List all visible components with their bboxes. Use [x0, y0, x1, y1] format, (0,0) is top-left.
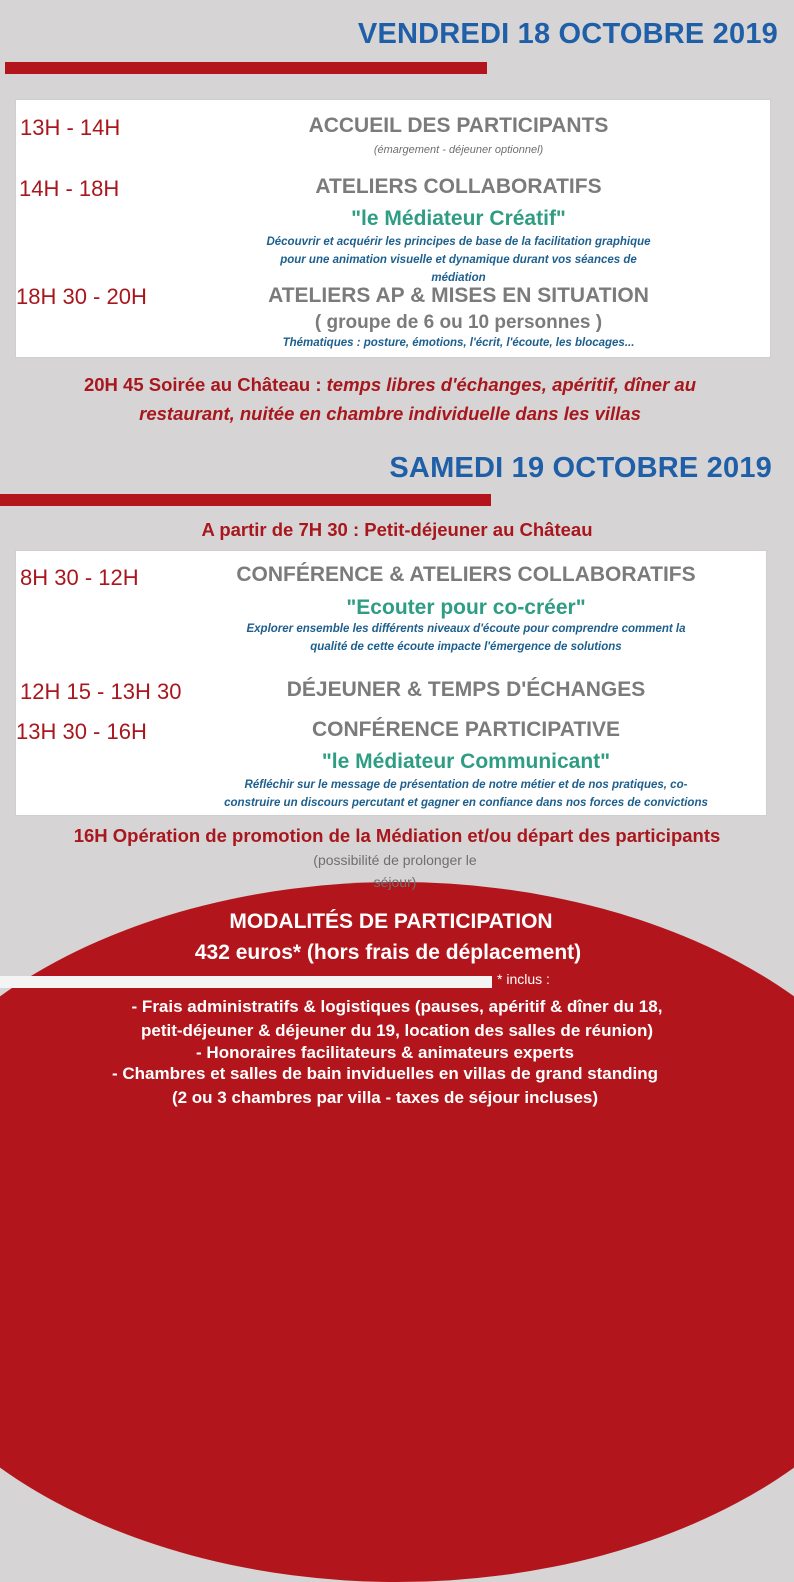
row-activity: ATELIERS AP & MISES EN SITUATION: [268, 284, 649, 307]
friday-schedule-card: [15, 99, 771, 358]
row-time: 13H 30 - 16H: [16, 719, 147, 744]
row-description: Réfléchir sur le message de présentation de notre métier et de nos pratiques, co- construire un discours percutant et gagner en confiance dans nos forces de convictions: [224, 779, 708, 809]
row-description: Thématiques : posture, émotions, l'écrit, l'écoute, les blocages...: [282, 337, 635, 349]
saturday-schedule-card: [15, 550, 767, 816]
list-item: - Honoraires facilitateurs & animateurs experts: [196, 1043, 574, 1062]
list-item: - Chambres et salles de bain inviduelles en villas de grand standing: [111, 1064, 659, 1083]
row-activity: ATELIERS COLLABORATIFS: [315, 175, 602, 198]
row-highlight: "le Médiateur Créatif": [351, 207, 566, 230]
row-highlight: "Ecouter pour co-créer": [346, 596, 586, 619]
saturday-title: SAMEDI 19 OCTOBRE 2019: [389, 452, 772, 484]
row-time: 14H - 18H: [19, 176, 120, 201]
included-list: [0, 994, 794, 1043]
list-item: petit-déjeuner & déjeuner du 19, location des salles de réunion): [140, 1021, 653, 1040]
row-description: Explorer ensemble les différents niveaux d'écoute pour comprendre comment la qualité de cette écoute impacte l'émergence de solutions: [246, 623, 686, 653]
modalities-title: MODALITÉS DE PARTICIPATION: [229, 910, 553, 933]
modalities-white-bar: [0, 976, 492, 988]
row-time: 12H 15 - 13H 30: [20, 679, 182, 704]
row-subtitle: (émargement - déjeuner optionnel): [373, 144, 544, 156]
row-description: Découvrir et acquérir les principes de base de la facilitation graphique pour une animation visuelle et dynamique durant vos séances de médiation: [266, 236, 651, 284]
row-activity: ACCUEIL DES PARTICIPANTS: [308, 114, 609, 137]
row-time: 13H - 14H: [20, 115, 121, 140]
row-time: 18H 30 - 20H: [16, 284, 147, 309]
row-activity: DÉJEUNER & TEMPS D'ÉCHANGES: [286, 678, 646, 701]
row-activity: CONFÉRENCE & ATELIERS COLLABORATIFS: [236, 563, 696, 586]
saturday-red-bar: [0, 494, 491, 506]
row-activity: CONFÉRENCE PARTICIPATIVE: [311, 718, 621, 741]
breakfast-text: A partir de 7H 30 : Petit-déjeuner au Château: [201, 519, 593, 540]
friday-title: VENDREDI 18 OCTOBRE 2019: [357, 18, 778, 50]
included-list-2: [0, 1042, 770, 1108]
list-item: - Frais administratifs & logistiques (pauses, apéritif & dîner du 18,: [131, 997, 663, 1016]
row-group-size: ( groupe de 6 ou 10 personnes ): [314, 312, 603, 333]
row-highlight: "le Médiateur Communicant": [321, 750, 611, 773]
row-time: 8H 30 - 12H: [20, 565, 139, 590]
closing-note: (possibilité de prolonger le séjour): [313, 852, 477, 890]
friday-evening-text: 20H 45 Soirée au Château : temps libres d'échanges, apéritif, dîner au restaurant, nuitée en chambre individuelle dans les villas: [83, 374, 697, 424]
friday-red-bar: [5, 62, 487, 74]
closing-text: 16H Opération de promotion de la Médiation et/ou départ des participants: [73, 825, 721, 846]
modalities-price: 432 euros* (hors frais de déplacement): [194, 941, 582, 964]
included-label: * inclus :: [497, 971, 550, 987]
list-item: (2 ou 3 chambres par villa - taxes de séjour incluses): [171, 1088, 599, 1107]
